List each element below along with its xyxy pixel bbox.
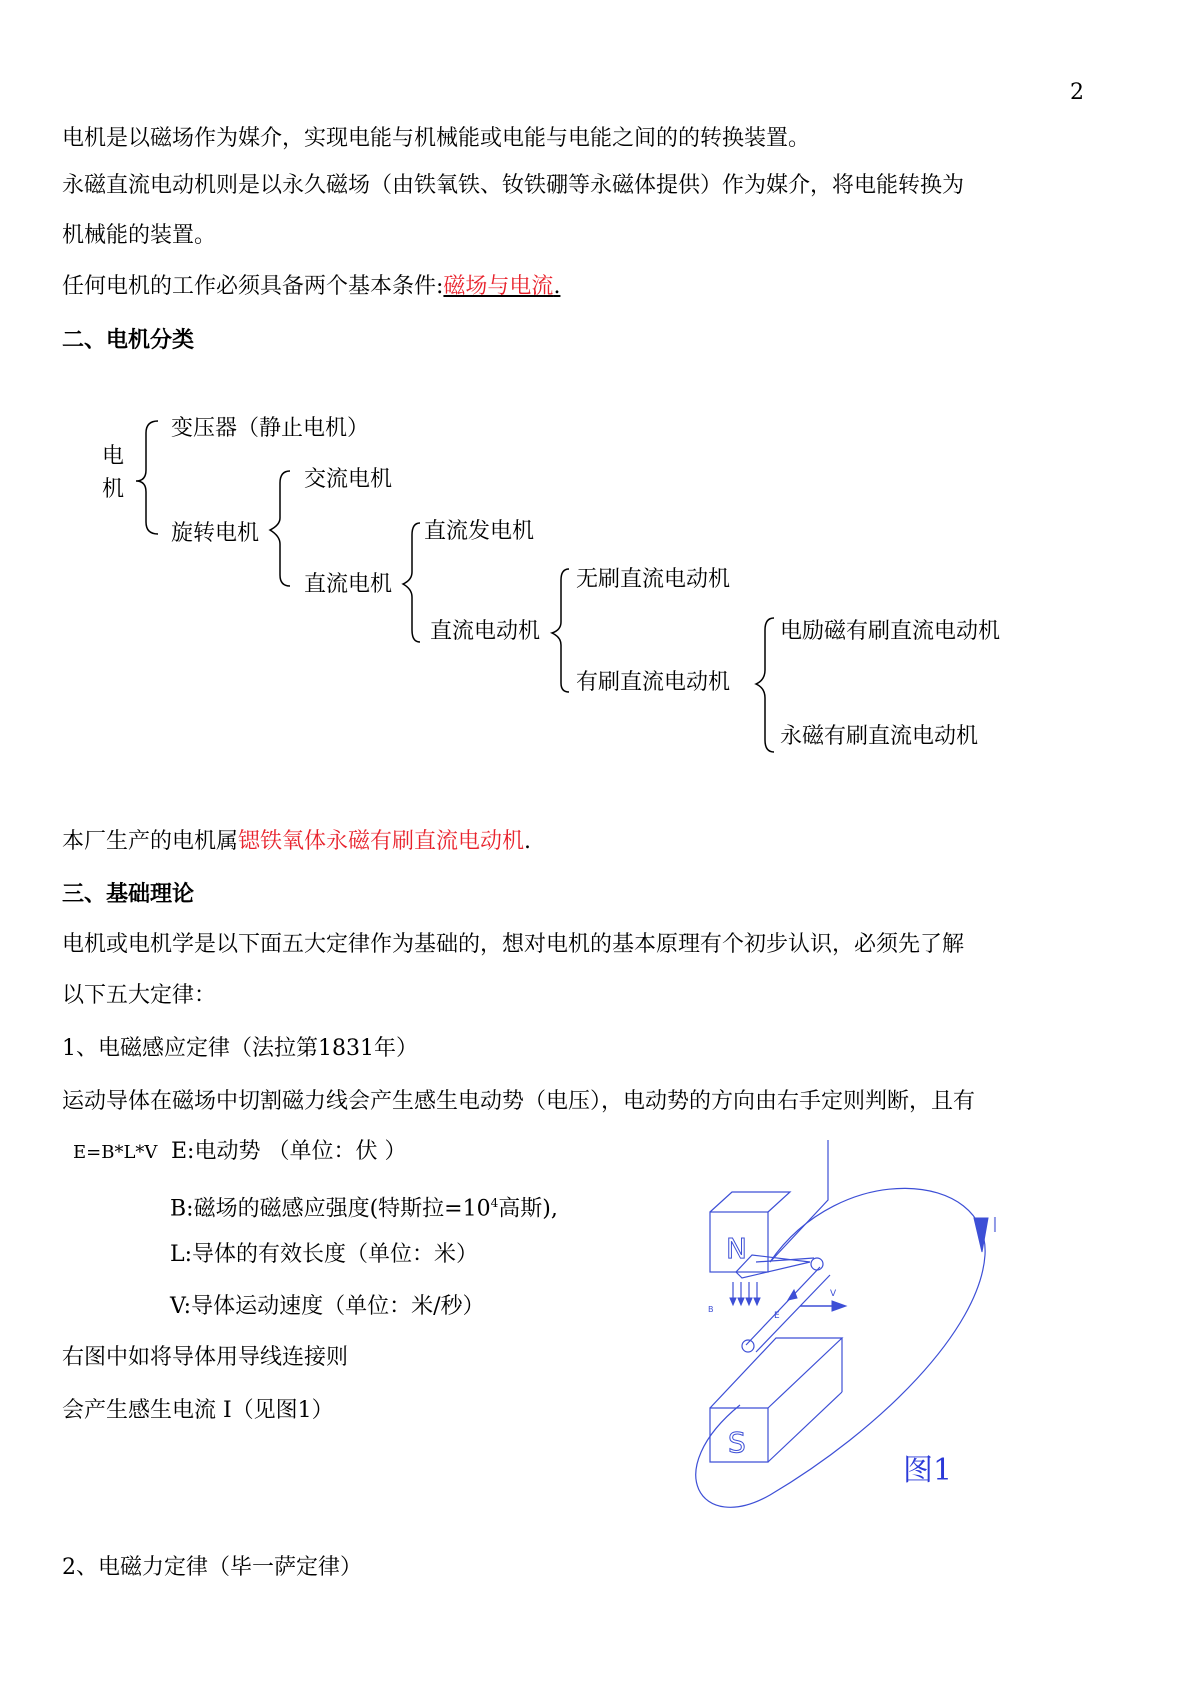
definition-e: E:电动势 （单位：伏 ） — [171, 1139, 407, 1164]
basic-conditions-period: . — [553, 274, 561, 299]
law1-title: 1、电磁感应定律（法拉第1831年） — [62, 1036, 418, 1061]
top-wire — [770, 1140, 828, 1262]
definition-l: L:导体的有效长度（单位：米） — [170, 1242, 479, 1267]
label-i: I — [992, 1213, 998, 1237]
tree-dc-motor: 直流电机 — [304, 572, 393, 597]
tree-rotating: 旋转电机 — [171, 521, 260, 546]
tree-brushed: 有刷直流电动机 — [576, 670, 731, 695]
definition-v: V:导体运动速度（单位：米/秒） — [170, 1294, 485, 1319]
pm-dc-motor-definition-cont: 机械能的装置。 — [62, 223, 217, 248]
factory-product-text: 本厂生产的电机属 — [62, 829, 239, 854]
basic-conditions-text: 任何电机的工作必须具备两个基本条件: — [62, 274, 444, 299]
figure-note: 右图中如将导体用导线连接则 — [62, 1345, 349, 1370]
factory-product-highlight: 锶铁氧体永磁有刷直流电动机 — [238, 829, 525, 854]
figure-note-cont: 会产生感生电流 I（见图1） — [62, 1398, 334, 1423]
tree-root-top: 电 — [102, 444, 125, 469]
label-e: E — [774, 1311, 780, 1321]
theory-intro: 电机或电机学是以下面五大定律作为基础的，想对电机的基本原理有个初步认识，必须先了解 — [62, 932, 965, 957]
law2-title: 2、电磁力定律（毕一萨定律） — [62, 1555, 362, 1580]
label-n: N — [726, 1232, 747, 1265]
label-s: S — [728, 1426, 746, 1459]
basic-conditions-highlight: 磁场与电流 — [443, 274, 554, 299]
page-number: 2 — [1070, 80, 1084, 105]
section3-title: 三、基础理论 — [62, 882, 195, 907]
section2-title: 二、电机分类 — [62, 328, 195, 353]
definition-b-exponent: 4 — [490, 1196, 499, 1210]
tree-ac-motor: 交流电机 — [304, 467, 393, 492]
formula: E=B*L*V — [73, 1142, 158, 1163]
tree-pm-brushed: 永磁有刷直流电动机 — [780, 724, 979, 749]
tree-dc-generator: 直流发电机 — [424, 519, 535, 544]
law1-description: 运动导体在磁场中切割磁力线会产生感生电动势（电压），电动势的方向由右手定则判断，且有 — [62, 1089, 976, 1114]
tree-transformer: 变压器（静止电机） — [171, 416, 370, 441]
tree-root-bottom: 机 — [102, 477, 125, 502]
intro-paragraph: 电机是以磁场作为媒介，实现电能与机械能或电能与电能之间的的转换装置。 — [62, 126, 811, 151]
label-v: V — [830, 1289, 837, 1299]
pm-dc-motor-definition: 永磁直流电动机则是以永久磁场（由铁氧铁、钕铁硼等永磁体提供）作为媒介，将电能转换为 — [62, 173, 965, 198]
figure-caption: 图1 — [903, 1453, 953, 1488]
definition-b-unit: 高斯), — [498, 1196, 558, 1222]
current-arrow — [974, 1218, 988, 1252]
label-b: B — [708, 1305, 714, 1314]
factory-product-period: . — [524, 829, 532, 854]
tree-dc-electric-motor: 直流电动机 — [430, 619, 541, 644]
tree-brushless: 无刷直流电动机 — [576, 567, 731, 592]
definition-b-text: B:磁场的磁感应强度(特斯拉=10 — [170, 1196, 491, 1222]
tree-excited-brushed: 电励磁有刷直流电动机 — [780, 619, 1001, 644]
theory-intro-cont: 以下五大定律： — [62, 983, 217, 1008]
